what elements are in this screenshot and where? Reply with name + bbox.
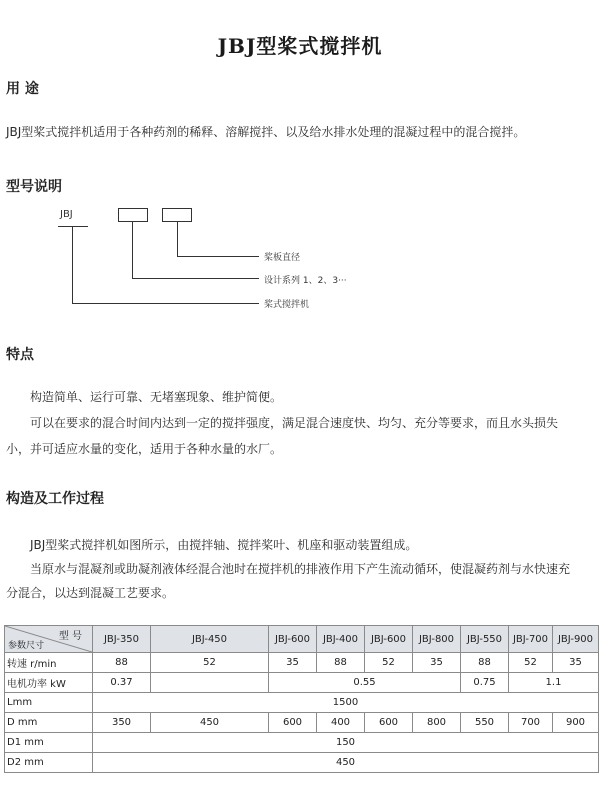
- table-cell: 88: [93, 653, 151, 673]
- corner-model-label: 型 号: [58, 631, 82, 642]
- table-cell: 450: [93, 753, 599, 773]
- prefix-leader-v: [72, 227, 73, 303]
- table-row-d2: [5, 753, 599, 773]
- model-prefix: JBJ: [60, 209, 73, 220]
- table-cell: [151, 673, 269, 693]
- model-header: JBJ-700: [509, 626, 553, 653]
- table-cell: 350: [93, 713, 151, 733]
- row-label: 电机功率 kW: [5, 673, 93, 693]
- prefix-underline: [58, 226, 88, 227]
- table-cell: 52: [151, 653, 269, 673]
- series-leader-v: [132, 222, 133, 278]
- table-cell: 550: [461, 713, 509, 733]
- table-row-d1: [5, 733, 599, 753]
- table-cell: 600: [365, 713, 413, 733]
- table-cell: 450: [151, 713, 269, 733]
- model-header: JBJ-350: [93, 626, 151, 653]
- model-header: JBJ-600: [365, 626, 413, 653]
- table-cell: 88: [461, 653, 509, 673]
- construction-line-3: 分混合，以达到混凝工艺要求。: [6, 586, 175, 600]
- table-cell: 0.75: [461, 673, 509, 693]
- series-box: [118, 208, 148, 222]
- table-cell: 0.37: [93, 673, 151, 693]
- table-row-speed: [5, 653, 599, 673]
- label-paddle-mixer: 桨式搅拌机: [264, 300, 310, 310]
- table-cell: 1500: [93, 693, 599, 713]
- page-title: JBJ型桨式搅拌机: [217, 34, 383, 58]
- spec-table: [4, 625, 599, 773]
- table-cell: 52: [365, 653, 413, 673]
- diameter-leader-v: [177, 222, 178, 256]
- row-label: D2 mm: [5, 753, 93, 773]
- table-header-row: [5, 626, 599, 653]
- diameter-box: [162, 208, 192, 222]
- row-label: D1 mm: [5, 733, 93, 753]
- corner-param-label: 参数尺寸: [8, 641, 45, 651]
- table-cell: 35: [553, 653, 599, 673]
- model-header: JBJ-800: [413, 626, 461, 653]
- prefix-leader-h: [72, 303, 259, 304]
- table-row-d: [5, 713, 599, 733]
- table-cell: 35: [269, 653, 317, 673]
- label-paddle-diameter: 桨板直径: [264, 253, 301, 263]
- table-cell: 400: [317, 713, 365, 733]
- model-header: JBJ-450: [151, 626, 269, 653]
- table-row-power: [5, 673, 599, 693]
- table-row-l: [5, 693, 599, 713]
- table-cell: 88: [317, 653, 365, 673]
- construction-line-2: 当原水与混凝剂或助凝剂液体经混合池时在搅拌机的排液作用下产生流动循环，使混凝药剂与水快速充: [30, 562, 571, 576]
- table-cell: 600: [269, 713, 317, 733]
- table-cell: 800: [413, 713, 461, 733]
- table-cell: 900: [553, 713, 599, 733]
- table-cell: 700: [509, 713, 553, 733]
- model-header: JBJ-600: [269, 626, 317, 653]
- section-heading-model: 型号说明: [6, 179, 62, 195]
- diameter-leader-h: [177, 256, 259, 257]
- model-header: JBJ-400: [317, 626, 365, 653]
- table-cell: 150: [93, 733, 599, 753]
- table-cell: 1.1: [509, 673, 599, 693]
- construction-line-1: JBJ型桨式搅拌机如图所示，由搅拌轴、搅拌桨叶、机座和驱动装置组成。: [30, 538, 418, 552]
- table-cell: 0.55: [269, 673, 461, 693]
- table-corner-cell: [5, 626, 93, 653]
- series-leader-h: [132, 278, 259, 279]
- label-design-series: 设计系列 1、2、3···: [264, 276, 347, 286]
- usage-text: JBJ型桨式搅拌机适用于各种药剂的稀释、溶解搅拌、以及给水排水处理的混凝过程中的混合搅拌。: [6, 125, 526, 139]
- row-label: D mm: [5, 713, 93, 733]
- model-header: JBJ-550: [461, 626, 509, 653]
- row-label: Lmm: [5, 693, 93, 713]
- section-heading-features: 特点: [6, 347, 34, 363]
- table-cell: 52: [509, 653, 553, 673]
- features-line-1: 构造简单、运行可靠、无堵塞现象、维护简便。: [30, 390, 283, 404]
- section-heading-construction: 构造及工作过程: [6, 491, 104, 507]
- table-cell: 35: [413, 653, 461, 673]
- features-line-3: 小，并可适应水量的变化，适用于各种水量的水厂。: [6, 442, 283, 456]
- model-header: JBJ-900: [553, 626, 599, 653]
- section-heading-usage: 用 途: [6, 81, 39, 97]
- features-line-2: 可以在要求的混合时间内达到一定的搅拌强度，满足混合速度快、均匀、充分等要求，而且水头损失: [30, 416, 559, 430]
- row-label: 转速 r/min: [5, 653, 93, 673]
